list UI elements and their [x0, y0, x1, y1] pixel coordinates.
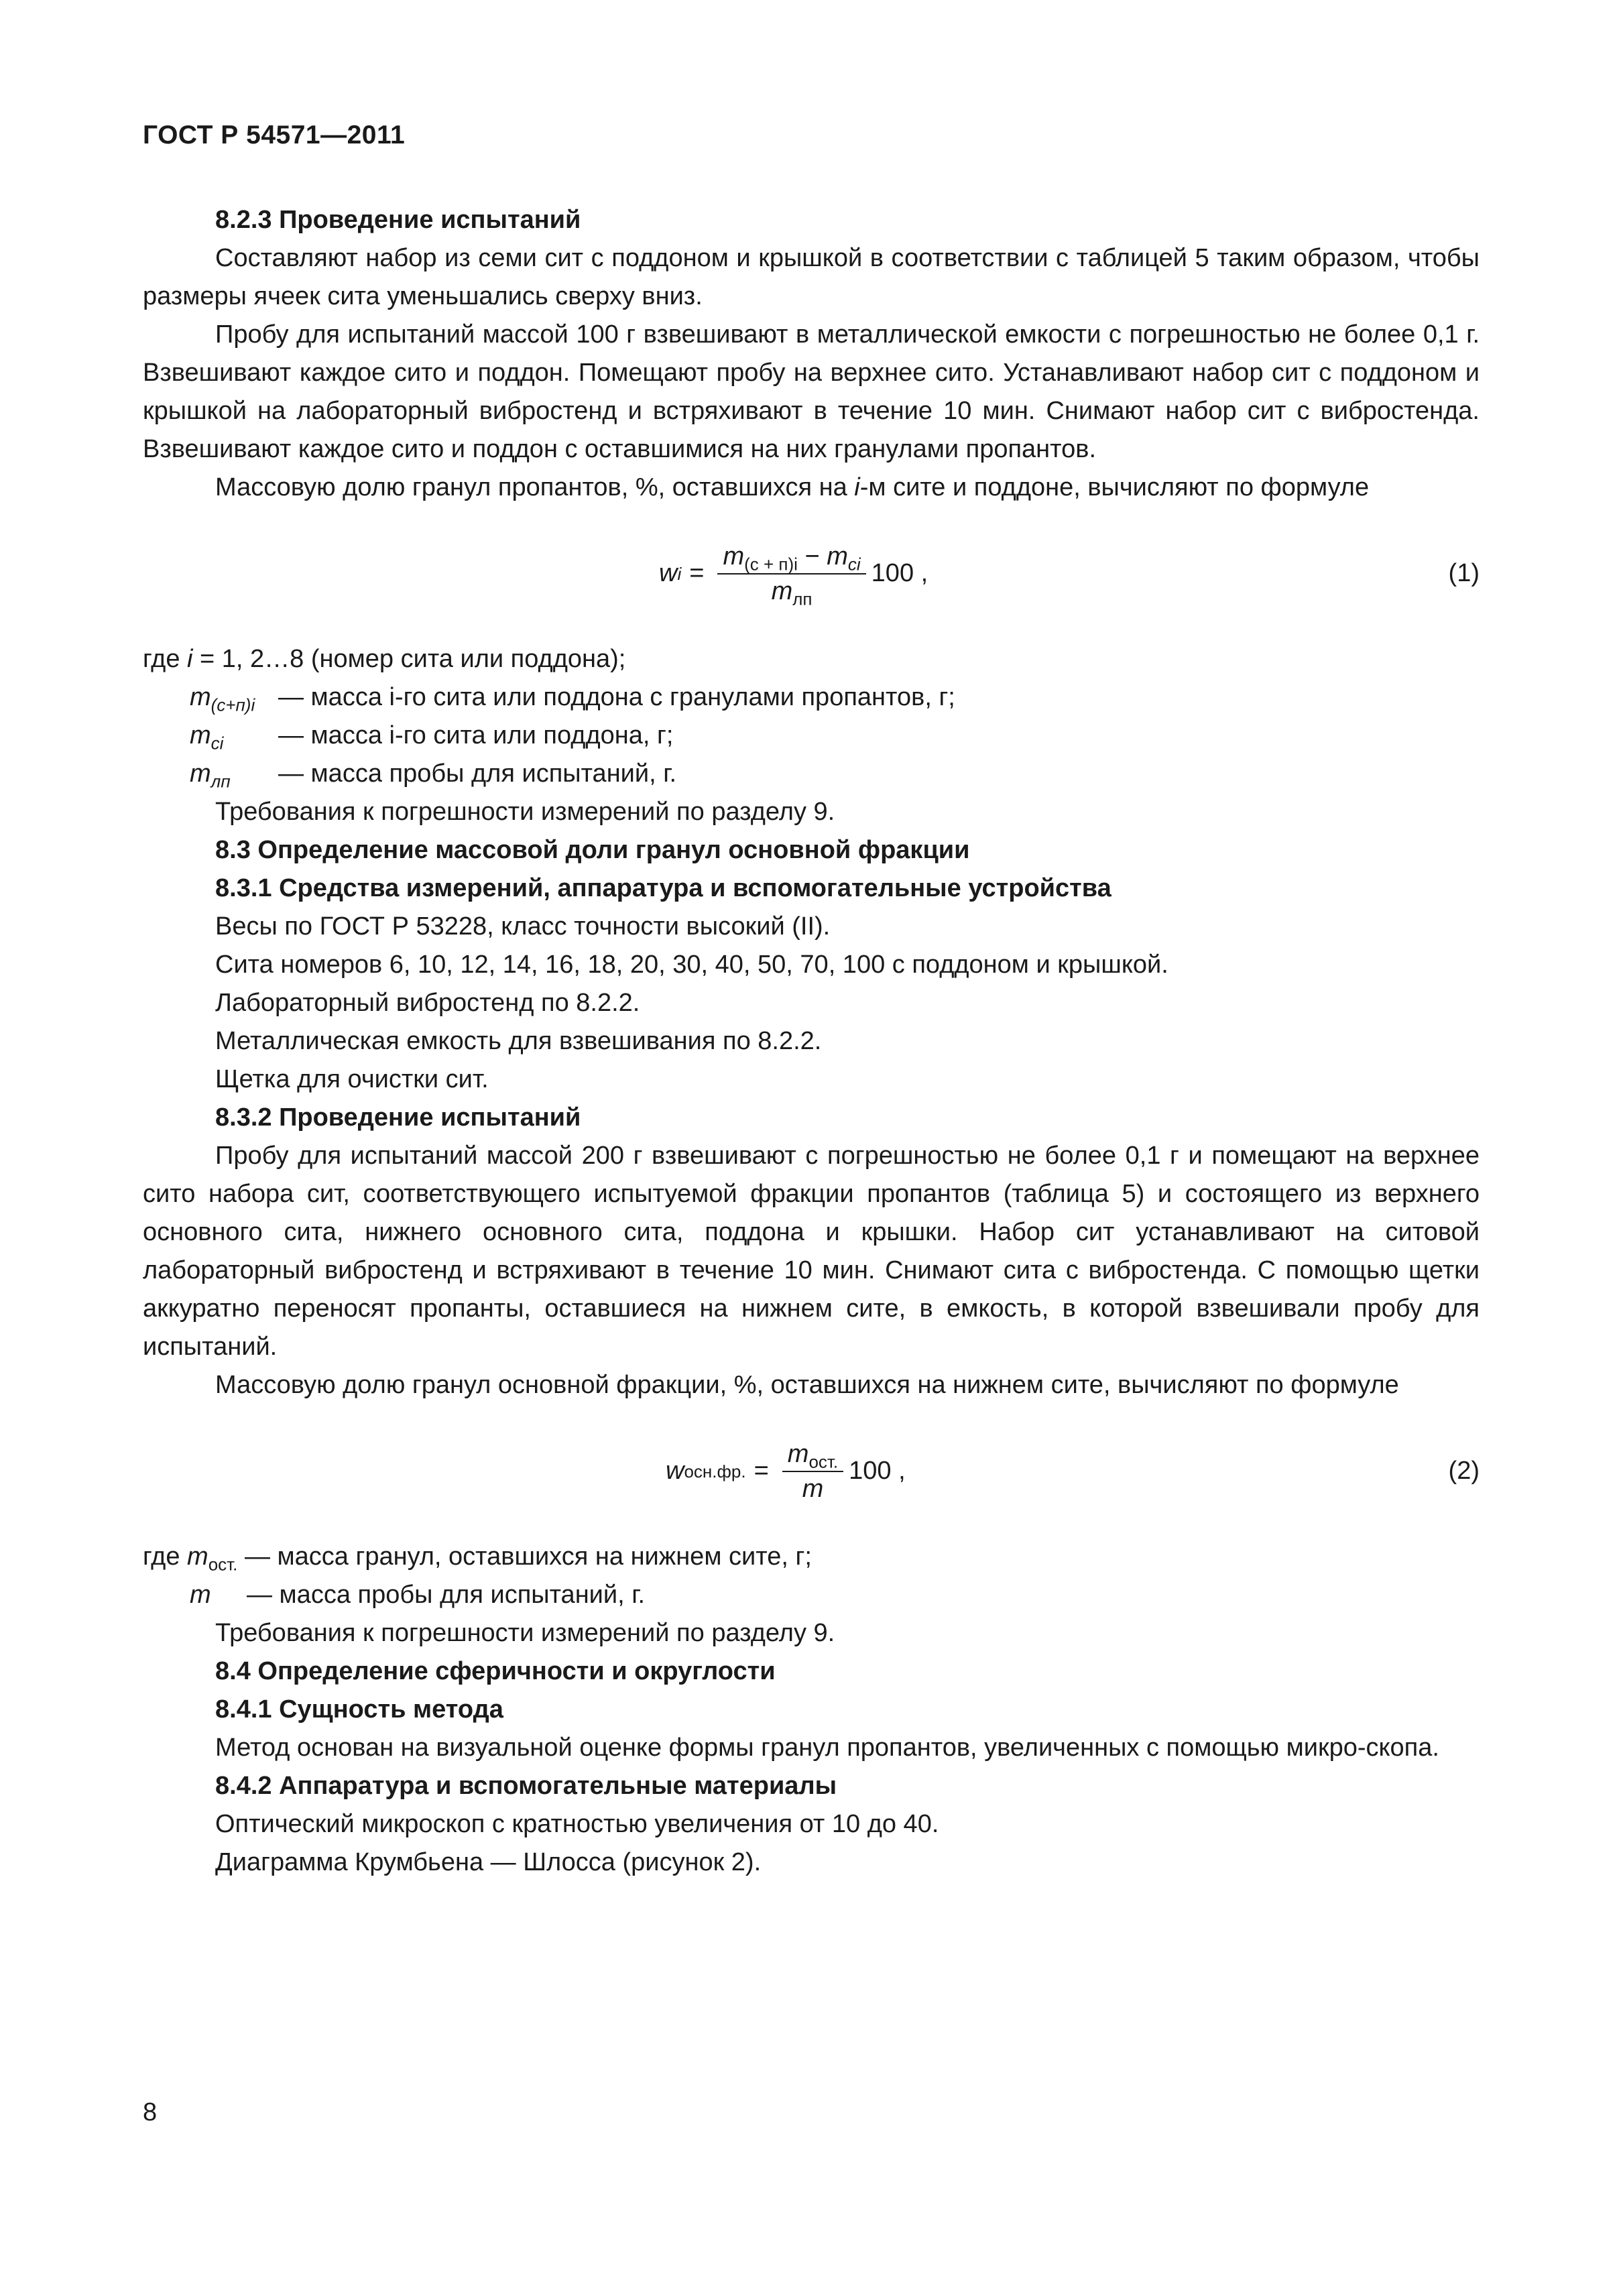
- where-intro-1: где i = 1, 2…8 (номер сита или поддона);: [143, 645, 626, 673]
- paragraph-method-essence: Метод основан на визуальной оценке формы гранул пропантов, увеличенных с помощью микро-скопа.: [215, 1734, 1439, 1762]
- definition-m-lp: $m_{лп}$ — масса пробы для испытаний, г.: [190, 760, 677, 792]
- equipment-scales: Весы по ГОСТ Р 53228, класс точности высокий (II).: [215, 912, 831, 941]
- definition-m-ci: $m_{ci}$ — масса i-го сита или поддона, г;: [190, 721, 674, 753]
- formula-1-fraction: $\frac{m_{(c + п)i} - m_{ci}}{m_{лп}}$: [717, 542, 865, 605]
- requirements-note-1: Требования к погрешности измерений по разделу 9.: [215, 798, 835, 826]
- formula-1: [143, 516, 1480, 631]
- document-body: [143, 201, 1480, 1882]
- heading-8-3: 8.3 Определение массовой доли гранул основной фракции: [215, 836, 970, 864]
- formula-2-expression: w осн.фр. = $\frac{m_{ост.}}{m}$ 100 ,: [666, 1439, 906, 1503]
- document-header: ГОСТ Р 54571—2011: [143, 121, 406, 149]
- equipment-sieves: Сита номеров 6, 10, 12, 14, 16, 18, 20, 30, 40, 50, 70, 100 с поддоном и крышкой.: [215, 951, 1168, 979]
- heading-8-3-2: 8.3.2 Проведение испытаний: [215, 1103, 581, 1132]
- formula-1-number: (1): [1448, 559, 1480, 587]
- requirements-note-2: Требования к погрешности измерений по разделу 9.: [215, 1619, 835, 1647]
- formula-1-expression: w i = $\frac{m_{(c + п)i} - m_{ci}}{m_{лп}}$ 100 ,: [659, 542, 928, 609]
- heading-8-4: 8.4 Определение сферичности и округлости: [215, 1657, 776, 1685]
- formula-2: [143, 1414, 1480, 1528]
- paragraph-formula-intro-2: Массовую долю гранул основной фракции, %, оставшихся на нижнем сите, вычисляют по формуле: [215, 1371, 1399, 1399]
- equipment-microscope: Оптический микроскоп с кратностью увеличения от 10 до 40.: [215, 1810, 939, 1838]
- equipment-vibrostand: Лабораторный вибростенд по 8.2.2.: [215, 989, 640, 1017]
- heading-8-4-2: 8.4.2 Аппаратура и вспомогательные материалы: [215, 1772, 837, 1800]
- paragraph-formula-intro-1: Массовую долю гранул пропантов, %, оставшихся на i-м сите и поддоне, вычисляют по формуле: [215, 473, 1370, 501]
- equipment-container: Металлическая емкость для взвешивания по 8.2.2.: [215, 1027, 822, 1055]
- equipment-krumbein-chart: Диаграмма Крумбьена — Шлосса (рисунок 2).: [215, 1848, 762, 1876]
- where-intro-2: где $m_{ост.}$ — масса гранул, оставшихся на нижнем сите, г;: [143, 1543, 812, 1575]
- heading-8-4-1: 8.4.1 Сущность метода: [215, 1695, 503, 1724]
- paragraph-sieve-set: Составляют набор из семи сит с поддоном и крышкой в соответствии с таблицей 5 таким образом, чтобы размеры ячеек сита уменьшались сверху вниз.: [143, 244, 1480, 310]
- formula-2-fraction: $\frac{m_{ост.}}{m}$: [782, 1440, 843, 1503]
- page-number: 8: [143, 2098, 158, 2126]
- paragraph-test-procedure: Пробу для испытаний массой 200 г взвешивают с погрешностью не более 0,1 г и помещают на верхнее сито набора сит, соответствующего испытуемой фракции пропантов (таблица 5) и состоящего из верхнего основного сита, нижнего основного сита, поддона и крышки. Набор сит устанавливают на ситовой лабораторный вибростенд и встряхивают в течение 10 мин. Снимают сита с вибростенда. С помощью щетки аккуратно переносят пропанты, оставшиеся на нижнем сите, в емкость, в которой взвешивали пробу для испытаний.: [143, 1142, 1480, 1361]
- definition-m-cpi: $m_{(c+п)i}$ — масса i-го сита или поддона с гранулами пропантов, г;: [190, 683, 955, 715]
- heading-8-2-3: 8.2.3 Проведение испытаний: [215, 206, 581, 234]
- equipment-brush: Щетка для очистки сит.: [215, 1065, 489, 1093]
- definition-m: m — масса пробы для испытаний, г.: [190, 1581, 646, 1609]
- paragraph-sample-weighing: Пробу для испытаний массой 100 г взвешивают в металлической емкости с погрешностью не более 0,1 г. Взвешивают каждое сито и поддон. Помещают пробу на верхнее сито. Устанавливают набор сит с поддоном и крышкой на лабораторный вибростенд и встряхивают в течение 10 мин. Снимают набор сит с вибростенда. Взвешивают каждое сито и поддон с оставшимися на них гранулами пропантов.: [143, 320, 1480, 463]
- heading-8-3-1: 8.3.1 Средства измерений, аппаратура и вспомогательные устройства: [215, 874, 1111, 902]
- formula-2-number: (2): [1448, 1457, 1480, 1485]
